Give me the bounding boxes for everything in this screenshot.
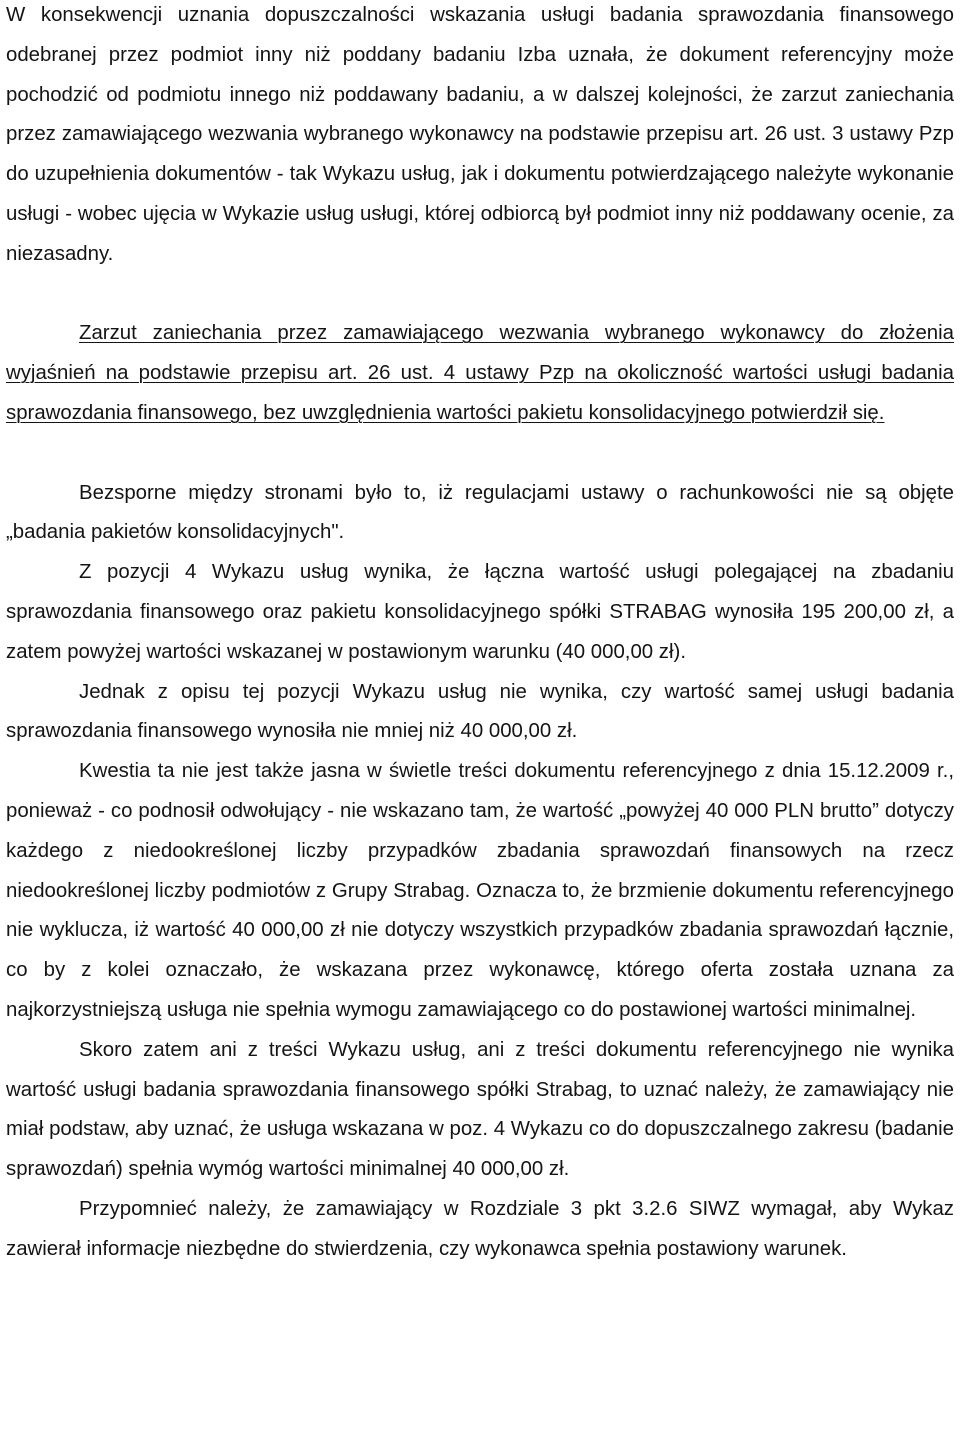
paragraph-1: W konsekwencji uznania dopuszczalności wskazania usługi badania sprawozdania finansowego odebranej przez podmiot inny niż poddany badaniu Izba uznała, że dokument referencyjny może pochodzić od podmiotu innego niż poddawany badaniu, a w dalszej kolejności, że zarzut zaniechania przez zamawiającego wezwania wybranego wykonawcy na podstawie przepisu art. 26 ust. 3 ustawy Pzp do uzupełnienia dokumentów - tak Wykazu usług, jak i dokumentu potwierdzającego należyte wykonanie usługi - wobec ujęcia w Wykazie usług usługi, której odbiorcą był podmiot inny niż poddawany ocenie, za niezasadny.: [6, 4, 954, 265]
paragraph-7: Skoro zatem ani z treści Wykazu usług, ani z treści dokumentu referencyjnego nie wynika wartość usługi badania sprawozdania finansowego spółki Strabag, to uznać należy, że zamawiający nie miał podstaw, aby uznać, że usługa wskazana w poz. 4 Wykazu co do dopuszczalnego zakresu (badanie sprawozdań) spełnia wymóg wartości minimalnej 40 000,00 zł.: [6, 1038, 954, 1181]
paragraph-3: Bezsporne między stronami było to, iż regulacjami ustawy o rachunkowości nie są objęte „badania pakietów konsolidacyjnych".: [6, 481, 954, 544]
paragraph-4: Z pozycji 4 Wykazu usług wynika, że łączna wartość usługi polegającej na zbadaniu sprawozdania finansowego oraz pakietu konsolidacyjnego spółki STRABAG wynosiła 195 200,00 zł, a zatem powyżej wartości wskazanej w postawionym warunku (40 000,00 zł).: [6, 561, 954, 663]
paragraph-8: Przypomnieć należy, że zamawiający w Rozdziale 3 pkt 3.2.6 SIWZ wymagał, aby Wykaz zawierał informacje niezbędne do stwierdzenia, czy wykonawca spełnia postawiony warunek.: [6, 1197, 954, 1260]
paragraph-6: Kwestia ta nie jest także jasna w świetle treści dokumentu referencyjnego z dnia 15.12.2009 r., ponieważ - co podnosił odwołujący - nie wskazano tam, że wartość „powyżej 40 000 PLN brutto” dotyczy każdego z niedookreślonej liczby przypadków zbadania sprawozdań finansowych na rzecz niedookreślonej liczby podmiotów z Grupy Strabag. Oznacza to, że brzmienie dokumentu referencyjnego nie wyklucza, iż wartość 40 000,00 zł nie dotyczy wszystkich przypadków zbadania sprawozdań łącznie, co by z kolei oznaczało, że wskazana przez wykonawcę, którego oferta została uznana za najkorzystniejszą usługa nie spełnia wymogu zamawiającego co do postawionej wartości minimalnej.: [6, 760, 954, 1021]
paragraph-2: [6, 314, 954, 433]
underlined-text: Zarzut zaniechania przez zamawiającego wezwania wybranego wykonawcy do złożenia wyjaśnień na podstawie przepisu art. 26 ust. 4 ustawy Pzp na okoliczność wartości usługi badania sprawozdania finansowego, bez uwzględnienia wartości pakietu konsolidacyjnego potwierdził się.: [6, 322, 954, 424]
document-page: [6, 0, 954, 1270]
paragraph-5: Jednak z opisu tej pozycji Wykazu usług nie wynika, czy wartość samej usługi badania sprawozdania finansowego wynosiła nie mniej niż 40 000,00 zł.: [6, 680, 954, 743]
